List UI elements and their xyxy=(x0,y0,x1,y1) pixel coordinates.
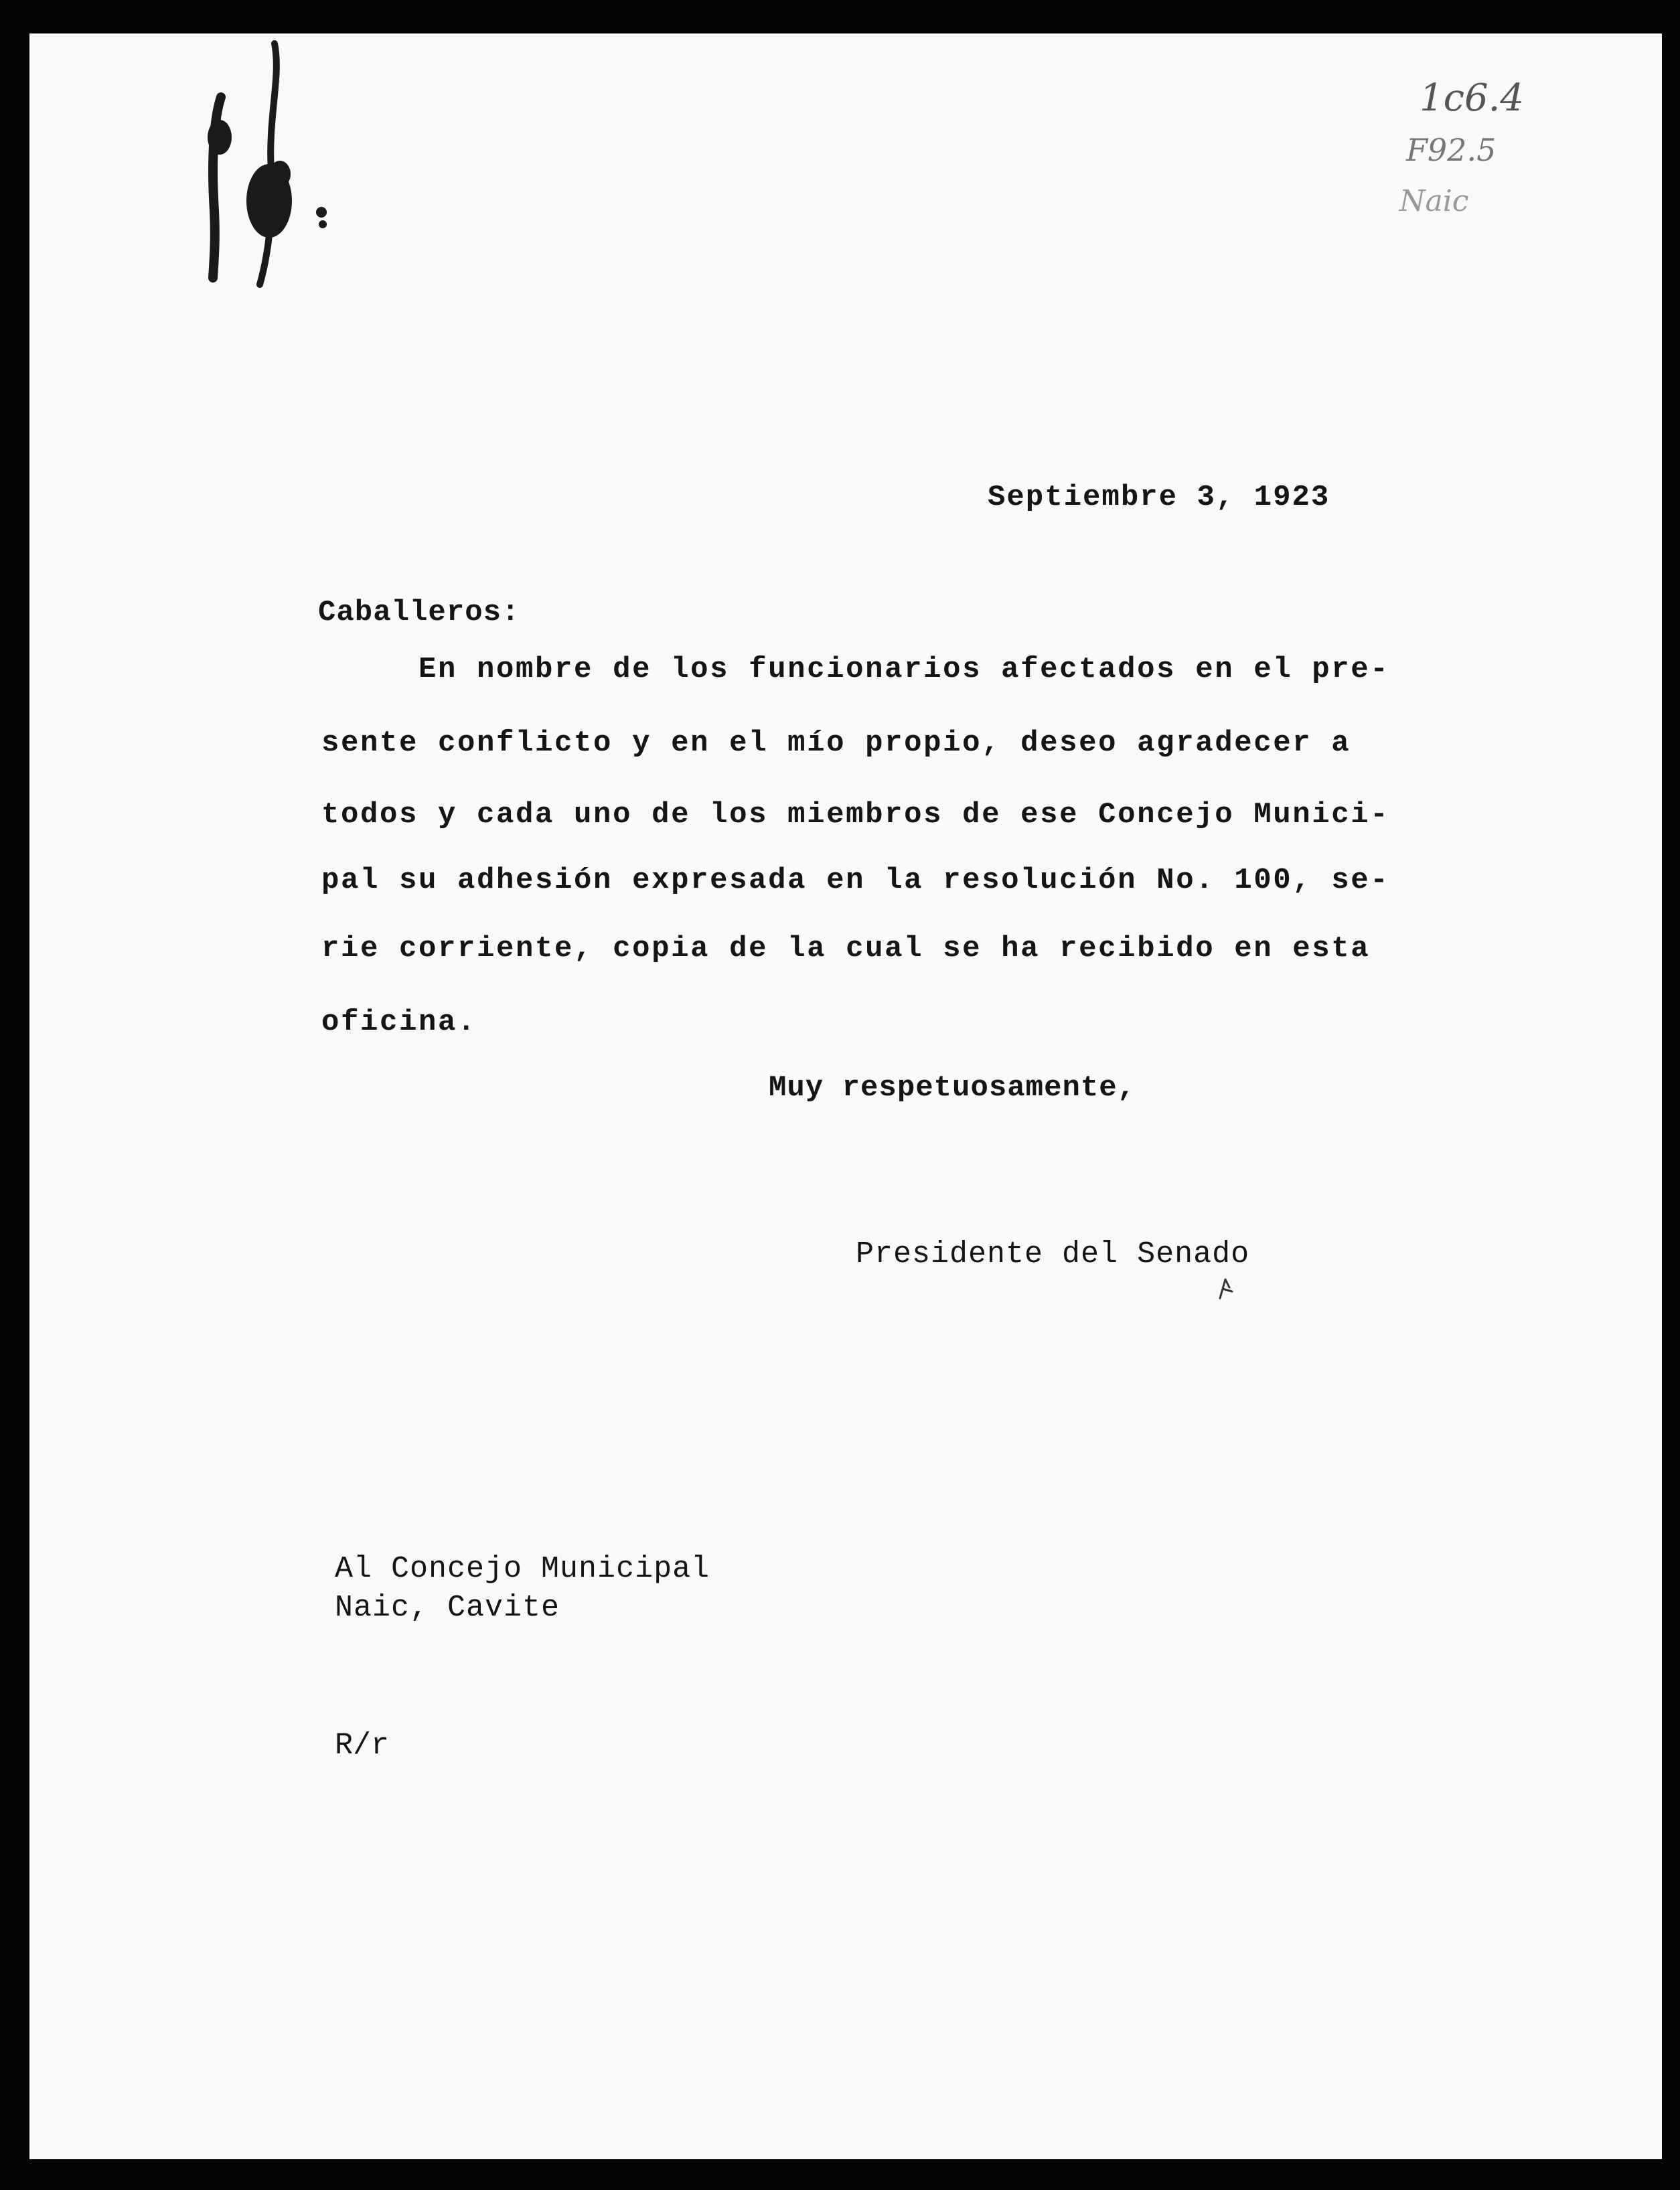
recipient-line-2: Naic, Cavite xyxy=(335,1591,560,1625)
letter-body-line-4: pal su adhesión expresada en la resolución No. 100, se- xyxy=(321,864,1390,897)
letter-body-line-5: rie corriente, copia de la cual se ha recibido en esta xyxy=(321,932,1371,965)
handwritten-note-3: Naic xyxy=(1399,184,1469,218)
letter-body-line-2: sente conflicto y en el mío propio, deseo agradecer a xyxy=(321,726,1351,760)
handwritten-note-2: F92.5 xyxy=(1406,132,1497,168)
handwritten-note-1: 1c6.4 xyxy=(1420,76,1525,120)
letter-salutation: Caballeros: xyxy=(318,596,520,629)
letter-closing: Muy respetuosamente, xyxy=(769,1071,1136,1105)
letter-body-line-3: todos y cada uno de los miembros de ese Concejo Munici- xyxy=(321,798,1390,832)
letter-body-line-6: oficina. xyxy=(321,1006,477,1039)
signature-title: Presidente del Senado xyxy=(856,1237,1250,1271)
handwritten-file-notes xyxy=(1366,70,1594,264)
recipient-line-1: Al Concejo Municipal xyxy=(335,1552,710,1586)
letter-body-line-1: En nombre de los funcionarios afectados en el pre- xyxy=(321,653,1390,686)
ink-blot-mark xyxy=(194,37,328,291)
letter-date: Septiembre 3, 1923 xyxy=(988,481,1330,514)
pen-tick-mark xyxy=(1212,1275,1239,1302)
typist-initials: R/r xyxy=(335,1729,390,1763)
